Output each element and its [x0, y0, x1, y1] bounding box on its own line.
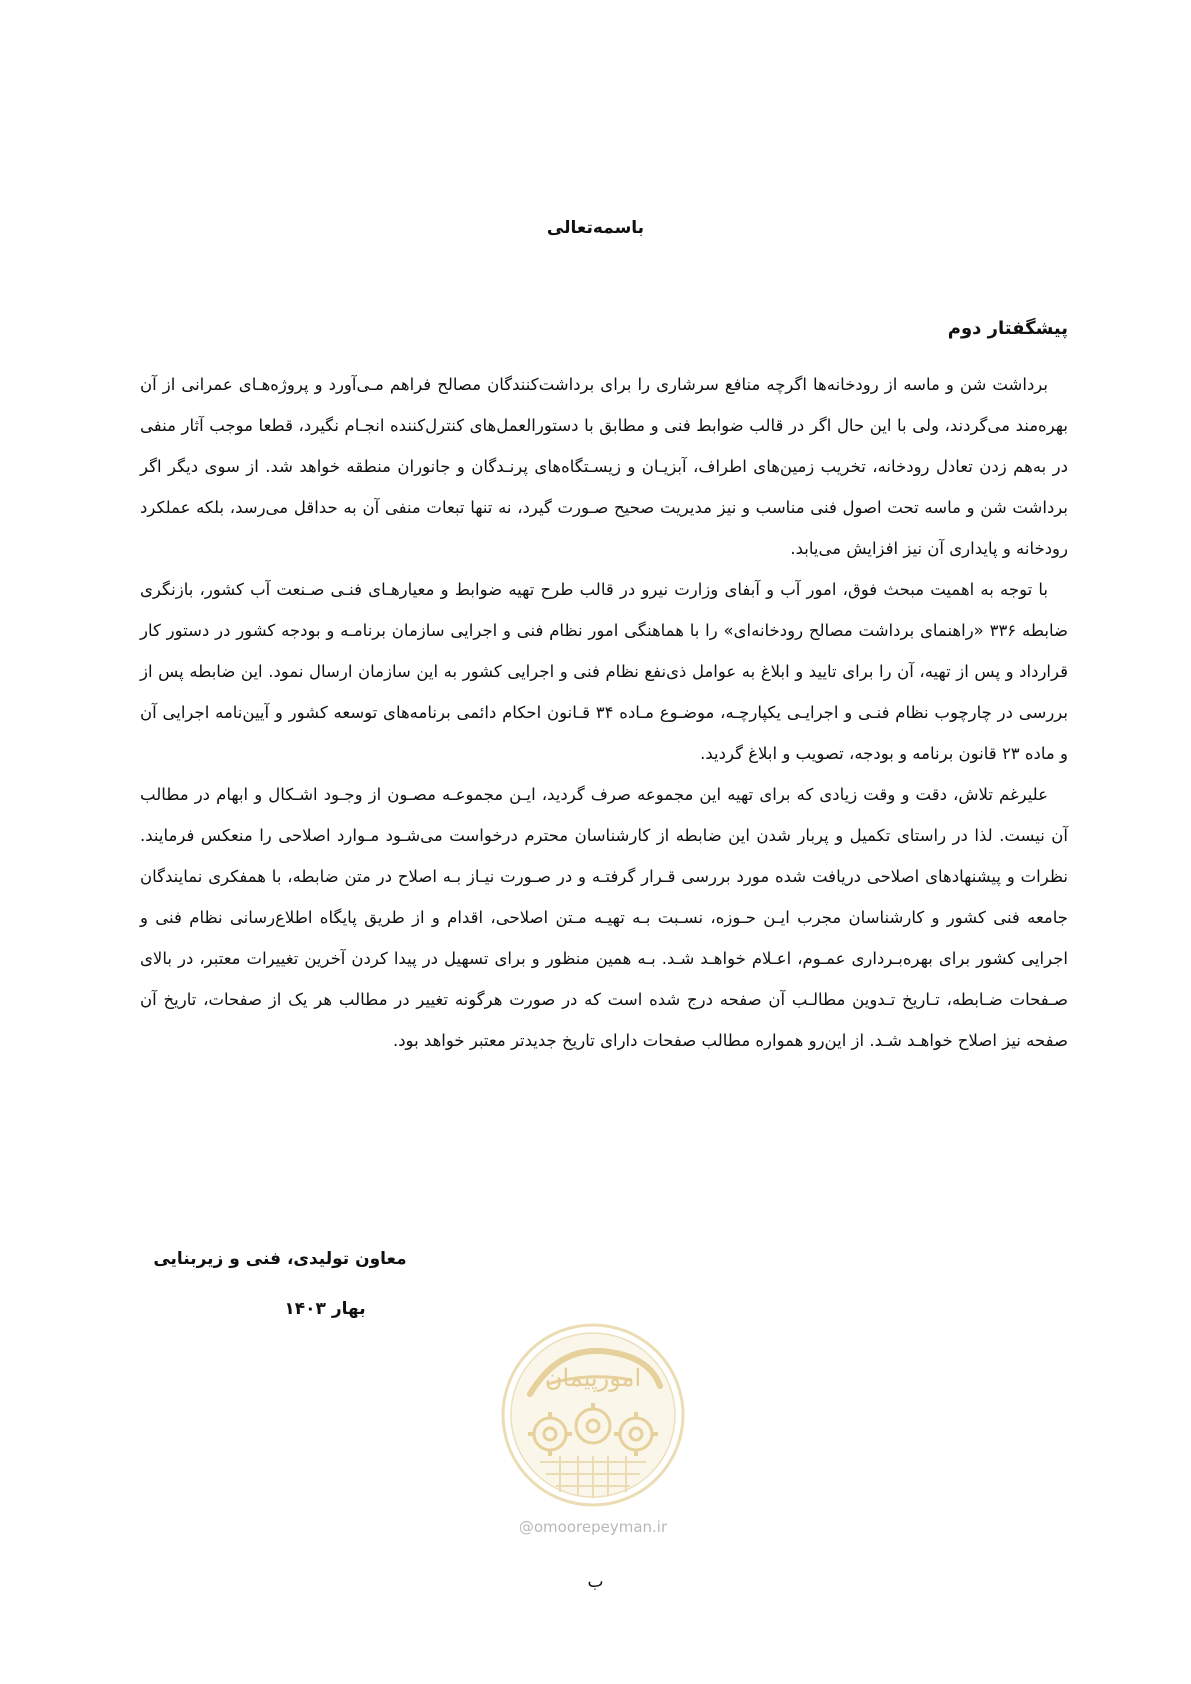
body-text	[140, 364, 1068, 1061]
paragraph-2: با توجه به اهمیت مبحث فوق، امور آب و آبفای وزارت نیرو در قالب طرح تهیه ضوابط و معیارهـای فنـی صـنعت آب کشور، بازنگری ضابطه ۳۳۶ «راهنمای برداشت مصالح رودخانه‌ای» را با هماهنگی امور نظام فنی و اجرایی سازمان برنامـه و بودجه کشور در دستور کار قرارداد و پس از تهیه، آن را برای تایید و ابلاغ به عوامل ذی‌نفع نظام فنی و اجرایی کشور به این سازمان ارسال نمود. این ضابطه پس از بررسی در چارچوب نظام فنـی و اجرایـی یکپارچـه، موضـوع مـاده ۳۴ قـانون احکام دائمی برنامه‌های توسعه کشور و آیین‌نامه اجرایی آن و ماده ۲۳ قانون برنامه و بودجه، تصویب و ابلاغ گردید.	[140, 580, 1068, 763]
signature-date: بهار ۱۴۰۳	[284, 1299, 366, 1319]
seal-watermark-icon	[500, 1322, 686, 1508]
paragraph-1: برداشت شن و ماسه از رودخانه‌ها اگرچه منافع سرشاری را برای برداشت‌کنندگان مصالح فراهم مـی‌آورد و پروژه‌هـای عمرانی از آن بهره‌مند می‌گردند، ولی با این حال اگر در قالب ضوابط فنی و مطابق با دستورالعمل‌های کنترل‌کننده انجـام نگیرد، قطعا موجب آثار منفی در به‌هم زدن تعادل رودخانه، تخریب زمین‌های اطراف، آبزیـان و زیسـتگاه‌های پرنـدگان و جانوران منطقه خواهد شد. از سوی دیگر اگر برداشت شن و ماسه تحت اصول فنی مناسب و نیز مدیریت صحیح صـورت گیرد، نه تنها تبعات منفی آن به حداقل می‌رسد، بلکه عملکرد رودخانه و پایداری آن نیز افزایش می‌یابد.	[140, 375, 1068, 558]
signature-office: معاون تولیدی، فنی و زیربنایی	[153, 1249, 407, 1269]
watermark-url: @omoorepeyman.ir	[518, 1518, 668, 1536]
invocation-heading: باسمه‌تعالی	[546, 218, 645, 238]
page-number: ب	[587, 1572, 604, 1592]
seal-text: امورپیمان	[544, 1364, 642, 1392]
paragraph-3: علیرغم تلاش، دقت و وقت زیادی که برای تهیه این مجموعه صرف گردید، ایـن مجموعـه مصـون از وجـود اشـکال و ابهام در مطالب آن نیست. لذا در راستای تکمیل و پربار شدن این ضابطه از کارشناسان محترم درخواست می‌شـود مـوارد اصلاحی را منعکس فرمایند. نظرات و پیشنهادهای اصلاحی دریافت شده مورد بررسی قـرار گرفتـه و در صـورت نیـاز بـه اصلاح در متن ضابطه، با همفکری نمایندگان جامعه فنی کشور و کارشناسان مجرب ایـن حـوزه، نسـبت بـه تهیـه مـتن اصلاحی، اقدام و از طریق پایگاه اطلاع‌رسانی نظام فنی و اجرایی کشور برای بهره‌بـرداری عمـوم، اعـلام خواهـد شـد. بـه همین منظور و برای تسهیل در پیدا کردن آخرین تغییرات معتبر، در بالای صـفحات ضـابطه، تـاریخ تـدوین مطالـب آن صفحه درج شده است که در صورت هرگونه تغییر در مطالب هر یک از صفحات، تاریخ آن صفحه نیز اصلاح خواهـد شـد. از این‌رو همواره مطالب صفحات دارای تاریخ جدیدتر معتبر خواهد بود.	[140, 785, 1068, 1050]
section-title: پیشگفتار دوم	[947, 318, 1068, 339]
signature-block	[150, 1244, 410, 1324]
